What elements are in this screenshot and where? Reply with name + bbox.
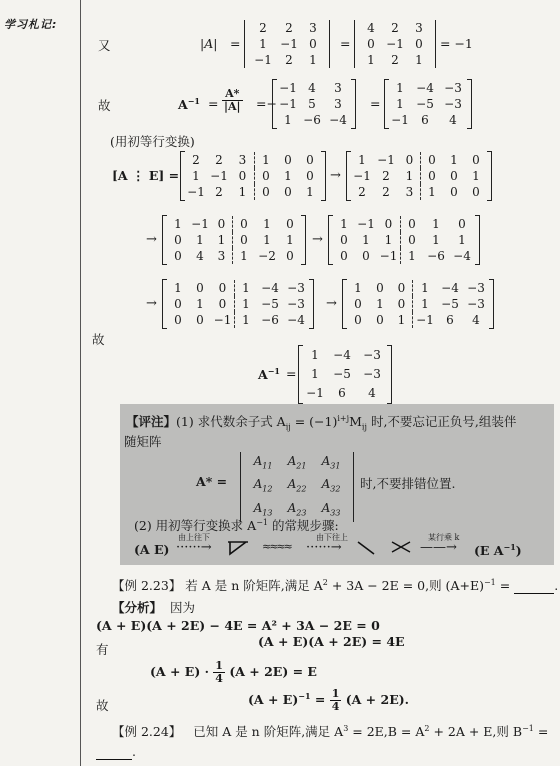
matrix-cell: 2 <box>358 185 366 199</box>
matrix-cell: 0 <box>306 153 314 167</box>
augmented-label: [A ⋮ E] = <box>112 168 180 183</box>
matrix-cell: 0 <box>450 185 458 199</box>
matrix-cell: 0 <box>211 216 233 232</box>
matrix-cell: 1 <box>408 249 416 263</box>
inverse-matrix <box>384 80 472 128</box>
matrix-cell: 1 <box>391 312 413 328</box>
matrix-cell: 2 <box>382 185 390 199</box>
det-lhs: |A| <box>200 36 218 51</box>
matrix-cell: 1 <box>174 217 182 231</box>
matrix-cell: 2 <box>215 185 223 199</box>
matrix-cell: 1 <box>432 233 440 247</box>
matrix-cell: 1 <box>450 153 458 167</box>
matrix-cell: 1 <box>263 233 271 247</box>
final-inverse-matrix <box>298 346 392 403</box>
matrix-cell: −3 <box>287 281 305 295</box>
matrix-cell: −5 <box>441 297 459 311</box>
matrix-cell: −3 <box>467 281 485 295</box>
matrix-cell: 0 <box>354 313 362 327</box>
cofactor-cell: $A_{21}$ <box>287 454 307 471</box>
matrix-cell: −5 <box>261 297 279 311</box>
matrix-cell: 0 <box>415 37 423 51</box>
matrix-cell: 0 <box>240 233 248 247</box>
flow-arrow-1: ······→ <box>176 540 212 555</box>
answer-blank[interactable] <box>514 578 554 594</box>
matrix-cell: 4 <box>367 21 375 35</box>
matrix-cell: 6 <box>338 386 346 400</box>
matrix-cell: 0 <box>408 217 416 231</box>
matrix-cell: 4 <box>196 249 204 263</box>
matrix-cell: 2 <box>391 21 399 35</box>
matrix-cell: 1 <box>432 217 440 231</box>
augmented-matrix-5 <box>162 280 314 328</box>
matrix-cell: 0 <box>354 297 362 311</box>
matrix-cell: −4 <box>416 81 434 95</box>
adjoint-matrix <box>272 80 356 128</box>
matrix-cell: 1 <box>259 37 267 51</box>
matrix-cell: −5 <box>333 367 351 381</box>
row-op-arrow: → <box>146 296 157 311</box>
matrix-cell: −6 <box>427 249 445 263</box>
answer-blank[interactable] <box>96 744 132 760</box>
matrix-cell: 0 <box>428 169 436 183</box>
matrix-cell: 0 <box>367 37 375 51</box>
matrix-cell: −3 <box>467 297 485 311</box>
example-2-24-blank-line: . <box>96 744 136 760</box>
row-op-arrow: → <box>326 296 337 311</box>
matrix-cell: 1 <box>284 169 292 183</box>
matrix-cell: 0 <box>262 185 270 199</box>
matrix-cell: 4 <box>368 386 376 400</box>
matrix-cell: −1 <box>187 185 205 199</box>
equation-d: $(A + E)^{-1}$ = $\frac{1}{4}$ (A + 2E). <box>248 687 409 713</box>
row-op-arrow: → <box>146 232 157 247</box>
matrix-cell: 0 <box>174 297 182 311</box>
augmented-matrix-6 <box>342 280 494 328</box>
matrix-cell: −1 <box>386 37 404 51</box>
matrix-cell: 1 <box>242 281 250 295</box>
matrix-cell: 1 <box>458 233 466 247</box>
cofactor-cell: $A_{31}$ <box>321 454 341 471</box>
example-2-24: 【例 2.24】 已知 A 是 n 阶矩阵,满足 $A^3 = 2E,B = A^2 + 2A + E$,则 $B^{-1}$ = <box>112 723 549 739</box>
matrix-cell: 0 <box>309 37 317 51</box>
matrix-cell: 1 <box>311 348 319 362</box>
comment-line-1b: 随矩阵 <box>124 434 162 449</box>
matrix-cell: 0 <box>174 233 182 247</box>
matrix-cell: 1 <box>284 113 292 127</box>
diagonal-icon <box>356 540 376 556</box>
eq-sign: = <box>230 36 241 51</box>
matrix-cell: 1 <box>421 281 429 295</box>
matrix-cell: 3 <box>334 97 342 111</box>
matrix-cell: 0 <box>306 169 314 183</box>
line1-lead: 又 <box>98 38 111 53</box>
matrix-cell: 3 <box>211 248 233 264</box>
matrix-cell: −4 <box>333 348 351 362</box>
matrix-cell: −2 <box>258 249 276 263</box>
matrix-cell: 2 <box>192 153 200 167</box>
matrix-cell: 1 <box>242 297 250 311</box>
matrix-cell: 2 <box>382 169 390 183</box>
matrix-cell: 0 <box>450 169 458 183</box>
cofactor-cell: $A_{23}$ <box>287 500 307 518</box>
matrix-cell: 0 <box>399 152 421 168</box>
matrix-cell: −4 <box>261 281 279 295</box>
matrix-cell: 1 <box>309 53 317 67</box>
matrix-cell: 2 <box>215 153 223 167</box>
matrix-cell: −1 <box>211 312 235 328</box>
matrix-cell: 4 <box>449 113 457 127</box>
matrix-cell: 0 <box>340 233 348 247</box>
matrix-cell: 3 <box>399 184 421 200</box>
matrix-cell: −6 <box>303 113 321 127</box>
matrix-cell: −1 <box>416 313 434 327</box>
matrix-cell: 0 <box>262 169 270 183</box>
cofactor-cell: $A_{12}$ <box>253 477 273 494</box>
matrix-cell: −1 <box>210 169 228 183</box>
adjugate-tail: 时,不要排错位置. <box>360 476 456 491</box>
cofactor-cell: $A_{11}$ <box>253 454 273 471</box>
matrix-cell: 0 <box>472 153 480 167</box>
matrix-cell: 1 <box>196 297 204 311</box>
matrix-cell: 0 <box>286 249 294 263</box>
matrix-cell: 0 <box>391 280 413 296</box>
matrix-cell: 0 <box>340 249 348 263</box>
matrix-cell: 0 <box>377 216 401 232</box>
augmented-matrix-4 <box>328 216 480 264</box>
adjoint-fraction: $\frac{A*}{|A|}$ <box>224 87 241 113</box>
matrix-cell: −1 <box>279 81 297 95</box>
matrix-cell: 1 <box>340 217 348 231</box>
matrix-cell: 0 <box>428 153 436 167</box>
equation-c: (A + E) · $\frac{1}{4}$ (A + 2E) = E <box>150 659 317 685</box>
matrix-cell: 0 <box>408 233 416 247</box>
matrix-cell: −1 <box>254 53 272 67</box>
matrix-cell: 1 <box>192 169 200 183</box>
matrix-cell: 1 <box>367 53 375 67</box>
equation-a: (A + E)(A + 2E) − 4E = A² + 3A − 2E = 0 <box>96 618 380 633</box>
matrix-cell: 1 <box>399 168 421 184</box>
cofactor-cell: $A_{22}$ <box>287 477 307 494</box>
matrix-cell: 6 <box>421 113 429 127</box>
matrix-cell: −4 <box>287 313 305 327</box>
method-title: (用初等行变换) <box>110 134 195 149</box>
matrix-cell: 1 <box>376 297 384 311</box>
matrix-cell: −4 <box>441 281 459 295</box>
matrix-cell: 1 <box>231 184 255 200</box>
matrix-cell: 6 <box>446 313 454 327</box>
eq-sign: = <box>370 96 381 111</box>
matrix-cell: 0 <box>284 185 292 199</box>
inverse-lhs: $A^{-1}$ <box>258 366 280 383</box>
line2-lead: 故 <box>98 98 111 113</box>
matrix-cell: 1 <box>306 185 314 199</box>
matrix-cell: 0 <box>391 296 413 312</box>
matrix-cell: 5 <box>308 97 316 111</box>
augmented-matrix-3 <box>162 216 306 264</box>
margin-divider <box>80 0 81 766</box>
cofactor-cell: $A_{33}$ <box>321 500 341 518</box>
comment-line-2: (2) 用初等行变换求 $A^{-1}$ 的常规步骤: <box>134 517 339 533</box>
eq-sign: = <box>286 366 297 381</box>
cross-icon <box>390 538 412 556</box>
matrix-cell: 1 <box>262 153 270 167</box>
matrix-cell: 0 <box>240 217 248 231</box>
matrix-cell: −5 <box>416 97 434 111</box>
matrix-cell: 3 <box>334 81 342 95</box>
matrix-cell: 1 <box>311 367 319 381</box>
matrix-cell: 1 <box>362 233 370 247</box>
equation-b: (A + E)(A + 2E) = 4E <box>258 634 405 649</box>
matrix-cell: 1 <box>377 232 401 248</box>
matrix-cell: 1 <box>358 153 366 167</box>
matrix-cell: −3 <box>363 348 381 362</box>
matrix-cell: 1 <box>396 97 404 111</box>
matrix-cell: 0 <box>211 280 235 296</box>
matrix-cell: 1 <box>286 233 294 247</box>
matrix-cell: 1 <box>240 249 248 263</box>
matrix-cell: 3 <box>415 21 423 35</box>
det-result: = −1 <box>440 36 473 51</box>
flow-start: (A E) <box>134 542 170 557</box>
matrix-cell: 1 <box>428 185 436 199</box>
flow-end: (E $A^{-1}$) <box>474 542 522 559</box>
matrix-cell: 1 <box>415 53 423 67</box>
matrix-cell: 0 <box>458 217 466 231</box>
matrix-cell: −1 <box>377 248 401 264</box>
equation-d-lead: 故 <box>96 698 109 713</box>
matrix-cell: 1 <box>396 81 404 95</box>
lower-triangle-icon <box>226 540 250 556</box>
augmented-matrix-1 <box>180 152 326 200</box>
cofactor-cell: $A_{32}$ <box>321 477 341 494</box>
flow-label-1: 由上往下 <box>178 533 210 542</box>
matrix-cell: 0 <box>284 153 292 167</box>
matrix-cell: 0 <box>376 281 384 295</box>
eq-sign: = <box>208 96 219 111</box>
eq-neg-sign: =− <box>256 96 277 111</box>
matrix-cell: −3 <box>444 97 462 111</box>
matrix-cell: −1 <box>353 169 371 183</box>
matrix-cell: −1 <box>280 37 298 51</box>
matrix-cell: 0 <box>231 168 255 184</box>
flow-label-2: 由下往上 <box>316 533 348 542</box>
example-2-23: 【例 2.23】 若 A 是 n 阶矩阵,满足 $A^2 + 3A - 2E = 0$,则 $(A+E)^{-1}$ = . <box>112 577 559 593</box>
matrix-cell: −3 <box>287 297 305 311</box>
matrix-cell: 0 <box>211 296 235 312</box>
matrix-cell: 0 <box>174 249 182 263</box>
matrix-cell: 0 <box>286 217 294 231</box>
eq-sign: = <box>340 36 351 51</box>
matrix-cell: −3 <box>363 367 381 381</box>
matrix-cell: 0 <box>196 313 204 327</box>
comment-line-1: 【评注】(1) 求代数余子式 $A_{ij} = (-1)^{i+j}M_{ij}$ 时,不要忘记正负号,组装伴 <box>126 413 517 432</box>
line3-lead: 故 <box>92 332 105 347</box>
matrix-cell: 2 <box>285 21 293 35</box>
matrix-cell: 2 <box>259 21 267 35</box>
matrix-cell: 2 <box>391 53 399 67</box>
inverse-lhs: $A^{-1}$ <box>178 96 200 113</box>
matrix-cell: 1 <box>242 313 250 327</box>
flow-arrow-3: ——→ <box>420 540 457 555</box>
row-op-arrow: → <box>330 168 341 183</box>
row-op-arrow: → <box>312 232 323 247</box>
wave-icon: ≈≈≈≈ <box>262 540 291 553</box>
matrix-cell: 0 <box>174 313 182 327</box>
matrix-cell: 1 <box>174 281 182 295</box>
flow-label-3: 某行乘 k <box>428 533 460 542</box>
matrix-cell: 1 <box>196 233 204 247</box>
matrix-cell: 0 <box>376 313 384 327</box>
determinant-matrix-1 <box>244 20 330 68</box>
cofactor-cell: $A_{13}$ <box>253 500 273 518</box>
matrix-cell: 1 <box>472 169 480 183</box>
adjugate-lhs: A* = <box>196 474 228 489</box>
matrix-cell: −1 <box>391 113 409 127</box>
matrix-cell: 4 <box>308 81 316 95</box>
matrix-cell: 0 <box>472 185 480 199</box>
matrix-cell: −1 <box>306 386 324 400</box>
augmented-matrix-2 <box>346 152 492 200</box>
matrix-cell: −1 <box>279 97 297 111</box>
flow-arrow-2: ······→ <box>306 540 342 555</box>
matrix-cell: −1 <box>357 217 375 231</box>
matrix-cell: 3 <box>231 152 255 168</box>
matrix-cell: 4 <box>472 313 480 327</box>
adjugate-cofactor-matrix <box>240 452 354 522</box>
matrix-cell: −4 <box>329 113 347 127</box>
matrix-cell: −6 <box>261 313 279 327</box>
matrix-cell: 3 <box>309 21 317 35</box>
matrix-cell: 0 <box>362 249 370 263</box>
matrix-cell: −3 <box>444 81 462 95</box>
matrix-cell: 1 <box>421 297 429 311</box>
matrix-cell: 2 <box>285 53 293 67</box>
determinant-matrix-2 <box>354 20 436 68</box>
matrix-cell: 1 <box>263 217 271 231</box>
matrix-cell: −4 <box>453 249 471 263</box>
matrix-cell: 0 <box>196 281 204 295</box>
margin-notes-label: 学习札记: <box>4 18 58 31</box>
matrix-cell: 1 <box>211 232 233 248</box>
analysis-line: 【分析】 因为 <box>112 600 195 615</box>
matrix-cell: −1 <box>191 217 209 231</box>
matrix-cell: 1 <box>354 281 362 295</box>
equation-b-lead: 有 <box>96 642 109 657</box>
matrix-cell: −1 <box>377 153 395 167</box>
